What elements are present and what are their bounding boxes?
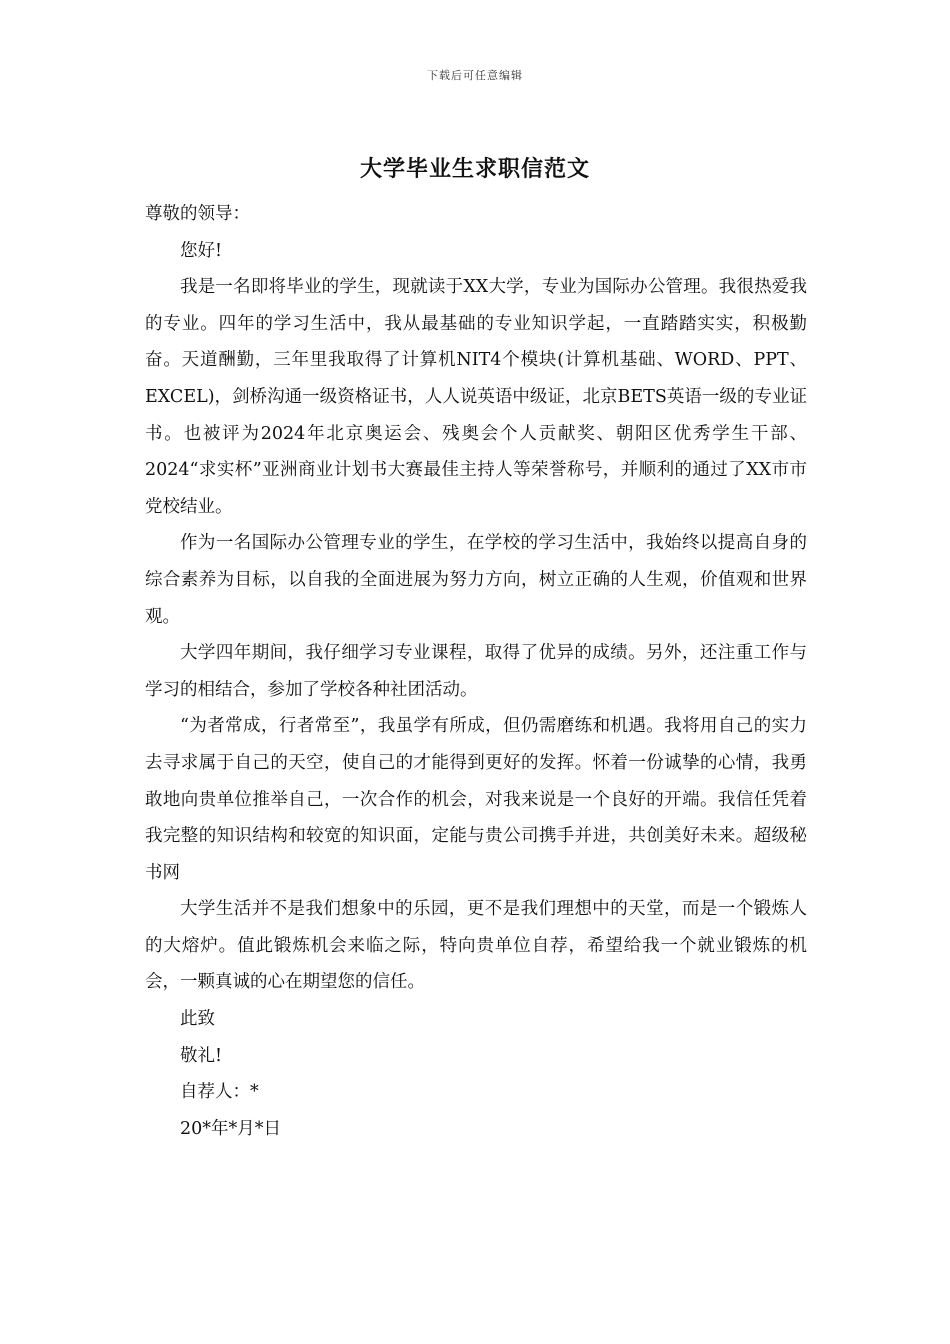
paragraph: 作为一名国际办公管理专业的学生，在学校的学习生活中，我始终以提高自身的综合素养为目标，以自我的全面进展为努力方向，树立正确的人生观，价值观和世界观。 xyxy=(145,533,807,627)
greeting: 您好! xyxy=(180,240,223,261)
regards: 敬礼! xyxy=(180,1045,223,1066)
paragraph: “为者常成，行者常至”，我虽学有所成，但仍需磨练和机遇。我将用自己的实力去寻求属于自己的天空，使自己的才能得到更好的发挥。怀着一份诚挚的心情，我勇敢地向贵单位推举自己，一次合作的机会，对我来说是一个良好的开端。我信任凭着我完整的知识结构和较宽的知识面，定能与贵公司携手并进，共创美好未来。超级秘书网 xyxy=(145,716,807,883)
salutation: 尊敬的领导： xyxy=(145,204,250,224)
letter-body xyxy=(145,196,807,1147)
paragraph: 我是一名即将毕业的学生，现就读于XX大学，专业为国际办公管理。我很热爱我的专业。四年的学习生活中，我从最基础的专业知识学起，一直踏踏实实，积极勤奋。天道酬勤，三年里我取得了计算机NIT4个模块(计算机基础、WORD、PPT、EXCEL)，剑桥沟通一级资格证书，人人说英语中级证，北京BETS英语一级的专业证书。也被评为2024年北京奥运会、残奥会个人贡献奖、朝阳区优秀学生干部、2024“求实杯”亚洲商业计划书大赛最佳主持人等荣誉称号，并顺利的通过了XX市市党校结业。 xyxy=(145,277,807,517)
signature: 自荐人：* xyxy=(180,1082,259,1103)
page-title: 大学毕业生求职信范文 xyxy=(359,156,590,182)
date: 20*年*月*日 xyxy=(180,1118,282,1139)
paragraph: 大学四年期间，我仔细学习专业课程，取得了优异的成绩。另外，还注重工作与学习的相结合，参加了学校各种社团活动。 xyxy=(145,643,807,700)
paragraph: 大学生活并不是我们想象中的乐园，更不是我们理想中的天堂，而是一个锻炼人的大熔炉。值此锻炼机会来临之际，特向贵单位自荐，希望给我一个就业锻炼的机会，一颗真诚的心在期望您的信任。 xyxy=(145,899,807,993)
header-note: 下载后可任意编辑 xyxy=(427,69,523,82)
closing: 此致 xyxy=(180,1009,215,1030)
